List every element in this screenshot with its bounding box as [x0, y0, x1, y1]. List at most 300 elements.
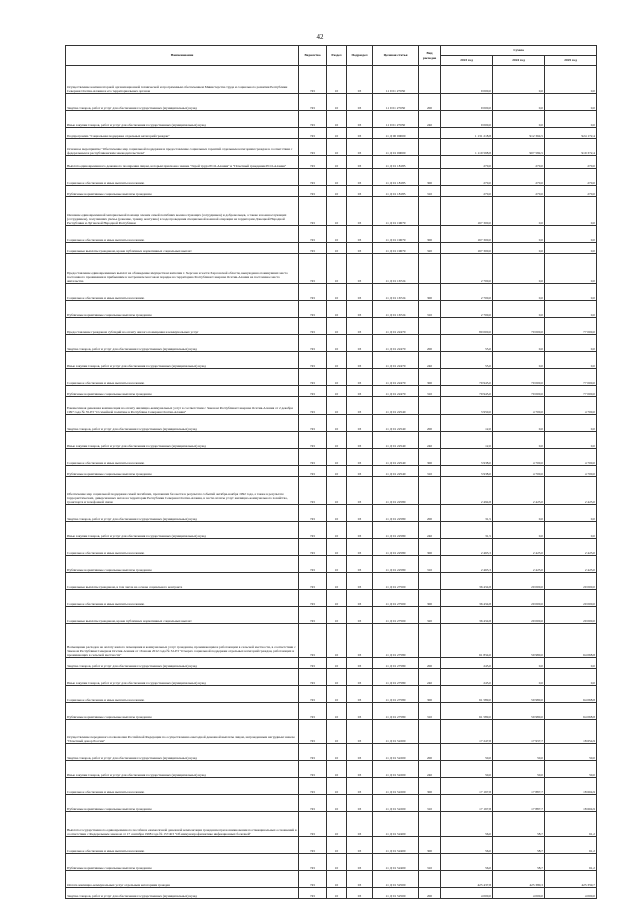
cell-name: Выплата государственного единовременного пособия и ежемесячной денежной компенсации гражданам при возникновении поствакцинальных осложнений в соответствии с Федеральным законом от 17 сентября 1998 года № 157-ФЗ "Об иммунопрофилактике инфекционных болезней" — [66, 812, 299, 837]
cell-vr: 310 — [419, 466, 441, 477]
cell-csr: 11 Д 01 22580 — [373, 539, 419, 556]
cell-csr: 11 Д 01 22580 — [373, 477, 419, 505]
cell-podrazdel: 03 — [347, 128, 373, 139]
cell-razdel: 10 — [327, 795, 347, 812]
cell-vr: 310 — [419, 703, 441, 720]
cell-2024: 58,7 — [493, 812, 545, 837]
cell-vedom: 745 — [299, 624, 327, 658]
cell-vr: 300 — [419, 369, 441, 386]
cell-razdel: 10 — [327, 197, 347, 226]
header-name: Наименование — [66, 46, 299, 66]
cell-csr: 11 Д 01 27580 — [373, 624, 419, 658]
cell-vedom: 745 — [299, 111, 327, 128]
cell-2024: 0,0 — [493, 432, 545, 449]
table-row — [66, 669, 597, 686]
budget-table — [65, 45, 597, 899]
cell-name: Социальное обеспечение и иные выплаты населению — [66, 686, 299, 703]
cell-csr: 11 Д 01 27500 — [373, 607, 419, 624]
cell-podrazdel: 03 — [347, 778, 373, 795]
cell-podrazdel: 03 — [347, 556, 373, 573]
cell-csr: 11 Д 01 22540 — [373, 415, 419, 432]
cell-vedom: 745 — [299, 888, 327, 899]
cell-vedom: 745 — [299, 169, 327, 186]
cell-podrazdel: 03 — [347, 197, 373, 226]
cell-vr: 240 — [419, 669, 441, 686]
cell-vedom: 745 — [299, 607, 327, 624]
cell-razdel: 10 — [327, 888, 347, 899]
cell-csr: 11 Д 01 22580 — [373, 522, 419, 539]
cell-2024: 59 980,0 — [493, 624, 545, 658]
cell-vedom: 745 — [299, 415, 327, 432]
cell-vr: 300 — [419, 539, 441, 556]
table-row — [66, 556, 597, 573]
cell-2025: 919 372,4 — [545, 139, 597, 156]
cell-csr: 11 Д 01 19679 — [373, 226, 419, 243]
cell-name: Социальное обеспечение и иные выплаты населению — [66, 226, 299, 243]
header-2024: 2024 год — [493, 56, 545, 66]
cell-2024: 4 700,0 — [493, 397, 545, 415]
cell-2025: 61,2 — [545, 837, 597, 854]
cell-vedom: 745 — [299, 66, 327, 94]
cell-vr: 300 — [419, 226, 441, 243]
cell-podrazdel: 03 — [347, 432, 373, 449]
cell-vedom: 745 — [299, 243, 327, 254]
cell-razdel: 10 — [327, 466, 347, 477]
cell-csr: 11 Д 01 52200 — [373, 720, 419, 744]
cell-2025: 20 000,0 — [545, 607, 597, 624]
cell-csr: 11 Д 01 18185 — [373, 186, 419, 197]
cell-2025: 0,0 — [545, 522, 597, 539]
cell-razdel: 10 — [327, 778, 347, 795]
cell-podrazdel: 03 — [347, 703, 373, 720]
cell-razdel: 10 — [327, 449, 347, 466]
table-row — [66, 720, 597, 744]
cell-podrazdel: 03 — [347, 243, 373, 254]
cell-vr: 240 — [419, 111, 441, 128]
cell-2023: 2 463,3 — [441, 539, 493, 556]
cell-2024: 0,0 — [493, 415, 545, 432]
cell-vr: 320 — [419, 243, 441, 254]
cell-vr: 300 — [419, 686, 441, 703]
cell-csr: 11 Д 01 52400 — [373, 837, 419, 854]
cell-podrazdel: 03 — [347, 522, 373, 539]
cell-name: Социальное обеспечение и иные выплаты населению — [66, 778, 299, 795]
cell-podrazdel: 03 — [347, 301, 373, 318]
cell-razdel: 10 — [327, 335, 347, 352]
table-row — [66, 812, 597, 837]
cell-2025: 4 000,0 — [545, 888, 597, 899]
cell-name: Закупка товаров, работ и услуг для обеспечения государственных (муниципальных) нужд — [66, 658, 299, 669]
cell-podrazdel: 03 — [347, 335, 373, 352]
cell-2023: 36 434,8 — [441, 573, 493, 590]
cell-name: Публичные нормативные социальные выплаты гражданам — [66, 795, 299, 812]
cell-name: Социальное обеспечение и иные выплаты населению — [66, 369, 299, 386]
header-vedom: Ведомство — [299, 46, 327, 66]
table-row — [66, 449, 597, 466]
cell-name: Социальное обеспечение и иные выплаты населению — [66, 169, 299, 186]
cell-razdel: 10 — [327, 761, 347, 778]
cell-name: Осуществление переданного полномочия Российской Федерации по осуществлению ежегодной денежной выплаты лицам, награжденным нагрудным знаком "Почетный донор России" — [66, 720, 299, 744]
header-2023: 2023 год — [441, 56, 493, 66]
cell-razdel: 10 — [327, 703, 347, 720]
cell-2025: 0,0 — [545, 505, 597, 522]
cell-name: Закупка товаров, работ и услуг для обеспечения государственных (муниципальных) нужд — [66, 888, 299, 899]
cell-csr: 11 9 01 27030 — [373, 66, 419, 94]
cell-vedom: 745 — [299, 186, 327, 197]
cell-razdel: 10 — [327, 111, 347, 128]
cell-2024: 20 000,0 — [493, 590, 545, 607]
table-row — [66, 284, 597, 301]
cell-name: Основное мероприятие "Обеспечение мер социальной поддержки и предоставление социальных гарантий отдельным категориям граждан в соответствии с федеральным и республиканским законодательством" — [66, 139, 299, 156]
table-row — [66, 318, 597, 335]
cell-2025: 0,0 — [545, 669, 597, 686]
cell-csr: 11 Д 01 18185 — [373, 156, 419, 169]
cell-2024: 0,0 — [493, 243, 545, 254]
cell-2023: 270,0 — [441, 169, 493, 186]
cell-2023: 425 437,8 — [441, 871, 493, 888]
cell-name: Иные закупки товаров, работ и услуг для обеспечения государственных (муниципальных) нужд — [66, 432, 299, 449]
cell-csr: 11 Д 01 22470 — [373, 369, 419, 386]
cell-2023: 3 938,0 — [441, 466, 493, 477]
cell-vedom: 745 — [299, 837, 327, 854]
cell-2023: 2 494,8 — [441, 477, 493, 505]
table-row — [66, 888, 597, 899]
table-row — [66, 186, 597, 197]
cell-2024: 0,0 — [493, 66, 545, 94]
cell-vedom: 745 — [299, 658, 327, 669]
cell-vr: 310 — [419, 301, 441, 318]
cell-razdel: 10 — [327, 522, 347, 539]
cell-vr: 320 — [419, 607, 441, 624]
cell-csr: 11 Д 01 00000 — [373, 139, 419, 156]
cell-2025: 50,0 — [545, 761, 597, 778]
cell-podrazdel: 03 — [347, 658, 373, 669]
cell-csr: 11 Д 01 27500 — [373, 573, 419, 590]
cell-vedom: 745 — [299, 573, 327, 590]
header-razdel: Раздел — [327, 46, 347, 66]
cell-2024: 270,0 — [493, 169, 545, 186]
table-body — [66, 66, 597, 899]
cell-name: Закупка товаров, работ и услуг для обеспечения государственных (муниципальных) нужд — [66, 744, 299, 761]
cell-2023: 56,0 — [441, 812, 493, 837]
cell-2025: 0,0 — [545, 415, 597, 432]
cell-2023: 2 700,0 — [441, 254, 493, 284]
cell-vr: 300 — [419, 449, 441, 466]
cell-podrazdel: 03 — [347, 318, 373, 335]
cell-razdel: 10 — [327, 573, 347, 590]
table-row — [66, 624, 597, 658]
cell-name: Публичные нормативные социальные выплаты гражданам — [66, 556, 299, 573]
cell-podrazdel: 03 — [347, 854, 373, 871]
cell-name: Публичные нормативные социальные выплаты гражданам — [66, 854, 299, 871]
cell-2024: 0,0 — [493, 254, 545, 284]
cell-podrazdel: 03 — [347, 761, 373, 778]
cell-podrazdel: 03 — [347, 139, 373, 156]
cell-2025: 77 000,0 — [545, 318, 597, 335]
cell-2023: 55,0 — [441, 335, 493, 352]
cell-2023: 31,5 — [441, 522, 493, 539]
cell-2025: 64 068,8 — [545, 686, 597, 703]
cell-vr: 200 — [419, 744, 441, 761]
cell-2024: 50,0 — [493, 744, 545, 761]
cell-vedom: 745 — [299, 854, 327, 871]
cell-razdel: 10 — [327, 128, 347, 139]
cell-2023: 56,0 — [441, 854, 493, 871]
cell-2023: 167 300,0 — [441, 226, 493, 243]
table-row — [66, 169, 597, 186]
cell-podrazdel: 03 — [347, 66, 373, 94]
cell-podrazdel: 03 — [347, 169, 373, 186]
cell-2025: 18 654,9 — [545, 720, 597, 744]
table-row — [66, 94, 597, 111]
cell-2024: 4 700,0 — [493, 449, 545, 466]
cell-2024: 0,0 — [493, 111, 545, 128]
cell-2024: 20 000,0 — [493, 607, 545, 624]
cell-2024: 0,0 — [493, 94, 545, 111]
cell-razdel: 10 — [327, 352, 347, 369]
cell-2025: 2 423,0 — [545, 477, 597, 505]
cell-vedom: 745 — [299, 352, 327, 369]
cell-name: Публичные нормативные социальные выплаты гражданам — [66, 386, 299, 397]
cell-name: Социальные выплаты гражданам, в том числе на основе социального контракта — [66, 573, 299, 590]
cell-razdel: 10 — [327, 386, 347, 397]
cell-csr: 11 Д 01 52400 — [373, 812, 419, 837]
header-sum: Сумма — [441, 46, 597, 56]
cell-csr: 11 Д 00 00000 — [373, 128, 419, 139]
cell-podrazdel: 03 — [347, 573, 373, 590]
table-row — [66, 301, 597, 318]
cell-2025: 2 423,0 — [545, 539, 597, 556]
table-row — [66, 66, 597, 94]
cell-csr: 11 Д 01 22540 — [373, 466, 419, 477]
cell-podrazdel: 03 — [347, 505, 373, 522]
cell-podrazdel: 03 — [347, 466, 373, 477]
cell-name: Оплата жилищно-коммунальных услуг отдельным категориям граждан — [66, 871, 299, 888]
cell-2024: 2 423,0 — [493, 556, 545, 573]
cell-vr: 300 — [419, 284, 441, 301]
cell-vr — [419, 318, 441, 335]
cell-csr: 11 Д 01 27500 — [373, 590, 419, 607]
cell-2025: 0,0 — [545, 94, 597, 111]
cell-2025: 0,0 — [545, 226, 597, 243]
cell-vedom: 745 — [299, 318, 327, 335]
cell-razdel: 10 — [327, 66, 347, 94]
cell-razdel: 10 — [327, 556, 347, 573]
cell-2023: 31,5 — [441, 505, 493, 522]
cell-csr: 11 Д 01 52200 — [373, 778, 419, 795]
cell-2024: 59 980,0 — [493, 686, 545, 703]
cell-2025: 2 423,0 — [545, 556, 597, 573]
cell-2025: 0,0 — [545, 284, 597, 301]
cell-vedom: 745 — [299, 449, 327, 466]
cell-2025: 18 604,9 — [545, 795, 597, 812]
cell-vr — [419, 397, 441, 415]
table-row — [66, 854, 597, 871]
cell-2024: 907 584,5 — [493, 139, 545, 156]
cell-csr: 11 Д 01 16724 — [373, 254, 419, 284]
cell-2025: 0,0 — [545, 254, 597, 284]
cell-vedom: 745 — [299, 812, 327, 837]
table-row — [66, 243, 597, 254]
cell-2025: 20 000,0 — [545, 590, 597, 607]
cell-csr: 11 Д 01 22580 — [373, 556, 419, 573]
cell-razdel: 10 — [327, 301, 347, 318]
cell-podrazdel: 03 — [347, 415, 373, 432]
cell-vr: 310 — [419, 186, 441, 197]
table-row — [66, 226, 597, 243]
cell-2024: 58,7 — [493, 837, 545, 854]
cell-vr — [419, 139, 441, 156]
cell-name: Осуществление компенсаторной организационной технической и программным обеспечением Министерства труда и социального развития Республики Северная Осетия-Алания и его территориальных органов — [66, 66, 299, 94]
cell-2024: 0,0 — [493, 352, 545, 369]
cell-2024: 17 887,7 — [493, 795, 545, 812]
table-row — [66, 254, 597, 284]
table-row — [66, 397, 597, 415]
table-row — [66, 703, 597, 720]
cell-csr: 11 9 01 27030 — [373, 111, 419, 128]
cell-csr: 11 Д 01 27580 — [373, 686, 419, 703]
cell-razdel: 10 — [327, 139, 347, 156]
cell-2024: 0,0 — [493, 505, 545, 522]
cell-2023: 61 589,0 — [441, 703, 493, 720]
table-row — [66, 128, 597, 139]
cell-2023: 50,0 — [441, 744, 493, 761]
cell-2024: 59 980,0 — [493, 703, 545, 720]
cell-vedom: 745 — [299, 539, 327, 556]
table-row — [66, 505, 597, 522]
table-row — [66, 607, 597, 624]
cell-razdel: 10 — [327, 284, 347, 301]
cell-podrazdel: 03 — [347, 871, 373, 888]
table-row — [66, 744, 597, 761]
cell-name: Социальное обеспечение и иные выплаты населению — [66, 837, 299, 854]
cell-vedom: 745 — [299, 669, 327, 686]
cell-vr — [419, 197, 441, 226]
cell-2023: 167 300,0 — [441, 197, 493, 226]
cell-vr: 300 — [419, 837, 441, 854]
cell-vr: 240 — [419, 352, 441, 369]
cell-2024: 0,0 — [493, 669, 545, 686]
cell-2024: 425 380,3 — [493, 871, 545, 888]
cell-razdel: 10 — [327, 607, 347, 624]
cell-name: Обеспечение мер социальной поддержки семей погибших, пропавших без вести в результате событий октября-ноября 1992 года, а также в результате террористических, диверсионных актов на территории Республики Северная Осетия-Алания, в части оплаты услуг жилищно-коммунального хозяйства, транспорта и телефонной связи — [66, 477, 299, 505]
cell-2025: 924 172,4 — [545, 128, 597, 139]
cell-vr: 310 — [419, 386, 441, 397]
cell-2024: 4 000,0 — [493, 888, 545, 899]
page-number: 42 — [316, 33, 324, 41]
cell-name: Социальные выплаты гражданам, кроме публичных нормативных социальных выплат — [66, 607, 299, 624]
cell-2023: 61 834,0 — [441, 624, 493, 658]
cell-vedom: 745 — [299, 744, 327, 761]
cell-name: Предоставление единовременных выплат на обзаведение имуществом жителям г. Херсона и части Херсонской области, вынужденно покинувших место постоянного проживания и прибывшим в экстренном массовом порядке на территорию Республики Северная Осетия-Алания на постоянное место жительства — [66, 254, 299, 284]
cell-2023: 79 945,0 — [441, 386, 493, 397]
cell-razdel: 10 — [327, 744, 347, 761]
cell-csr: 11 Д 01 27580 — [373, 658, 419, 669]
cell-2023: 55,0 — [441, 352, 493, 369]
cell-name: Иные закупки товаров, работ и услуг для обеспечения государственных (муниципальных) нужд — [66, 352, 299, 369]
cell-2023: 3 950,0 — [441, 397, 493, 415]
cell-podrazdel: 03 — [347, 590, 373, 607]
cell-vedom: 745 — [299, 369, 327, 386]
cell-name: Иные закупки товаров, работ и услуг для обеспечения государственных (муниципальных) нужд — [66, 761, 299, 778]
cell-2024: 0,0 — [493, 284, 545, 301]
cell-csr: 11 Д 01 22470 — [373, 386, 419, 397]
cell-2025: 0,0 — [545, 352, 597, 369]
cell-name: Закупка товаров, работ и услуг для обеспечения государственных (муниципальных) нужд — [66, 335, 299, 352]
table-row — [66, 871, 597, 888]
cell-name: Социальные выплаты гражданам, кроме публичных нормативных социальных выплат — [66, 243, 299, 254]
cell-2024: 0,0 — [493, 197, 545, 226]
cell-razdel: 10 — [327, 254, 347, 284]
cell-2025: 0,0 — [545, 243, 597, 254]
table-row — [66, 573, 597, 590]
cell-vr: 200 — [419, 415, 441, 432]
cell-csr: 11 Д 01 19679 — [373, 197, 419, 226]
cell-2025: 0,0 — [545, 658, 597, 669]
cell-2023: 9 000,0 — [441, 66, 493, 94]
cell-podrazdel: 03 — [347, 352, 373, 369]
cell-podrazdel: 03 — [347, 226, 373, 243]
cell-2025: 4 700,0 — [545, 397, 597, 415]
cell-razdel: 10 — [327, 837, 347, 854]
cell-2025: 61,2 — [545, 812, 597, 837]
cell-name: Публичные нормативные социальные выплаты гражданам — [66, 703, 299, 720]
cell-2024: 0,0 — [493, 226, 545, 243]
cell-vedom: 745 — [299, 139, 327, 156]
cell-2023: 245,0 — [441, 658, 493, 669]
cell-2025: 0,0 — [545, 335, 597, 352]
cell-csr: 11 Д 01 22540 — [373, 397, 419, 415]
cell-podrazdel: 03 — [347, 156, 373, 169]
cell-razdel: 10 — [327, 243, 347, 254]
table-row — [66, 539, 597, 556]
cell-csr: 11 Д 01 16724 — [373, 301, 419, 318]
cell-2025: 270,0 — [545, 169, 597, 186]
cell-2024: 50,0 — [493, 761, 545, 778]
cell-2024: 2 423,0 — [493, 477, 545, 505]
cell-razdel: 10 — [327, 415, 347, 432]
cell-name: Оказание единовременной материальной помощи членам семей погибших военнослужащих (сотрудников) и добровольцев, а также и военнослужащих (сотрудников), получивших увечье (ранение, травму, контузию) в ходе проведения специальной военной операции на территории Донецкой Народной Республики и Луганской Народной Республики — [66, 197, 299, 226]
cell-razdel: 10 — [327, 318, 347, 335]
cell-razdel: 10 — [327, 658, 347, 669]
cell-2025: 77 000,0 — [545, 369, 597, 386]
cell-vedom: 745 — [299, 720, 327, 744]
cell-name: Закупка товаров, работ и услуг для обеспечения государственных (муниципальных) нужд — [66, 415, 299, 432]
cell-2025: 270,0 — [545, 186, 597, 197]
cell-2023: 2 700,0 — [441, 301, 493, 318]
cell-vedom: 745 — [299, 505, 327, 522]
cell-vedom: 745 — [299, 686, 327, 703]
cell-vedom: 745 — [299, 284, 327, 301]
header-vr: Вид расходов — [419, 46, 441, 66]
cell-2023: 79 945,0 — [441, 369, 493, 386]
cell-vr: 310 — [419, 556, 441, 573]
cell-podrazdel: 03 — [347, 477, 373, 505]
cell-2024: 4 700,0 — [493, 466, 545, 477]
cell-2025: 61,2 — [545, 854, 597, 871]
cell-podrazdel: 03 — [347, 720, 373, 744]
cell-vedom: 745 — [299, 761, 327, 778]
cell-razdel: 10 — [327, 871, 347, 888]
cell-podrazdel: 03 — [347, 369, 373, 386]
cell-vr: 300 — [419, 169, 441, 186]
cell-vedom: 745 — [299, 128, 327, 139]
cell-podrazdel: 03 — [347, 607, 373, 624]
cell-2023: 4 000,0 — [441, 888, 493, 899]
cell-vedom: 745 — [299, 522, 327, 539]
cell-podrazdel: 03 — [347, 284, 373, 301]
cell-podrazdel: 03 — [347, 744, 373, 761]
